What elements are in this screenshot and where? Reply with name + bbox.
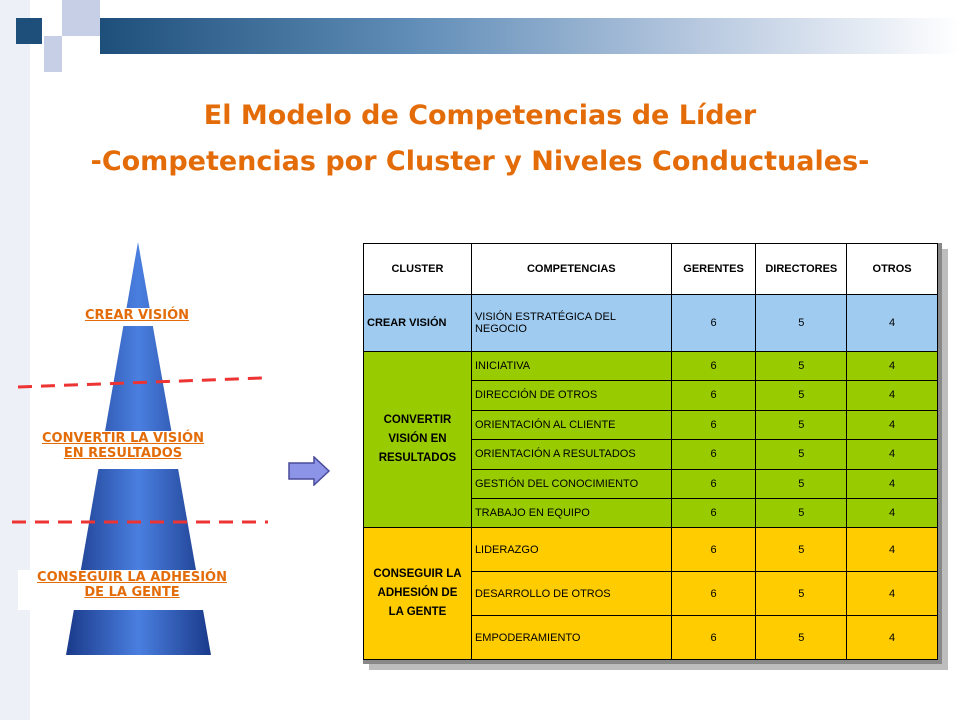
competencies-table: [363, 243, 938, 660]
table-row: [364, 351, 938, 380]
gerentes-cell: 6: [671, 351, 756, 380]
cluster-conseguir: CONSEGUIR LA ADHESIÓN DE LA GENTE: [364, 528, 472, 660]
competencies-table-frame: [363, 243, 942, 664]
gerentes-cell: 6: [671, 469, 756, 498]
competencia-cell: TRABAJO EN EQUIPO: [471, 499, 671, 528]
pyramid-label-conseguir: CONSEGUIR LA ADHESIÓN DE LA GENTE: [18, 570, 246, 610]
gerentes-cell: 6: [671, 499, 756, 528]
page-subtitle: -Competencias por Cluster y Niveles Conductuales-: [90, 146, 870, 177]
otros-cell: 4: [847, 572, 938, 616]
competencia-cell: GESTIÓN DEL CONOCIMIENTO: [471, 469, 671, 498]
gerentes-cell: 6: [671, 381, 756, 410]
competencia-cell: ORIENTACIÓN AL CLIENTE: [471, 410, 671, 439]
competencia-cell: EMPODERAMIENTO: [471, 616, 671, 660]
directores-cell: 5: [756, 410, 847, 439]
directores-cell: 5: [756, 469, 847, 498]
gerentes-cell: 6: [671, 616, 756, 660]
header-cluster: CLUSTER: [364, 244, 472, 295]
directores-cell: 5: [756, 616, 847, 660]
gerentes-cell: 6: [671, 572, 756, 616]
competencia-cell: DIRECCIÓN DE OTROS: [471, 381, 671, 410]
competencia-cell: LIDERAZGO: [471, 528, 671, 572]
gerentes-cell: 6: [671, 528, 756, 572]
gerentes-cell: 6: [671, 410, 756, 439]
gerentes-cell: 6: [671, 440, 756, 469]
header-otros: OTROS: [847, 244, 938, 295]
directores-cell: 5: [756, 440, 847, 469]
otros-cell: 4: [847, 469, 938, 498]
otros-cell: 4: [847, 295, 938, 352]
directores-cell: 5: [756, 528, 847, 572]
otros-cell: 4: [847, 499, 938, 528]
directores-cell: 5: [756, 381, 847, 410]
otros-cell: 4: [847, 440, 938, 469]
header-competencias: COMPETENCIAS: [471, 244, 671, 295]
cluster-convertir: CONVERTIR VISIÓN EN RESULTADOS: [364, 351, 472, 528]
header-gerentes: GERENTES: [671, 244, 756, 295]
otros-cell: 4: [847, 410, 938, 439]
gerentes-cell: 6: [671, 295, 756, 352]
otros-cell: 4: [847, 351, 938, 380]
pyramid-label-crear-vision: CREAR VISIÓN: [74, 308, 200, 326]
directores-cell: 5: [756, 351, 847, 380]
page-title: El Modelo de Competencias de Líder: [203, 100, 757, 131]
otros-cell: 4: [847, 381, 938, 410]
competencia-cell: VISIÓN ESTRATÉGICA DEL NEGOCIO: [471, 295, 671, 352]
otros-cell: 4: [847, 616, 938, 660]
directores-cell: 5: [756, 499, 847, 528]
table-row: [364, 295, 938, 352]
pyramid-label-convertir: CONVERTIR LA VISIÓN EN RESULTADOS: [32, 431, 214, 469]
otros-cell: 4: [847, 528, 938, 572]
cluster-crear-vision: CREAR VISIÓN: [364, 295, 472, 352]
competencia-cell: DESARROLLO DE OTROS: [471, 572, 671, 616]
competencia-cell: ORIENTACIÓN A RESULTADOS: [471, 440, 671, 469]
directores-cell: 5: [756, 572, 847, 616]
table-header-row: [364, 244, 938, 295]
pyramid: [0, 0, 300, 720]
directores-cell: 5: [756, 295, 847, 352]
table-row: [364, 528, 938, 572]
right-arrow-icon: [288, 456, 332, 486]
competencia-cell: INICIATIVA: [471, 351, 671, 380]
header-directores: DIRECTORES: [756, 244, 847, 295]
